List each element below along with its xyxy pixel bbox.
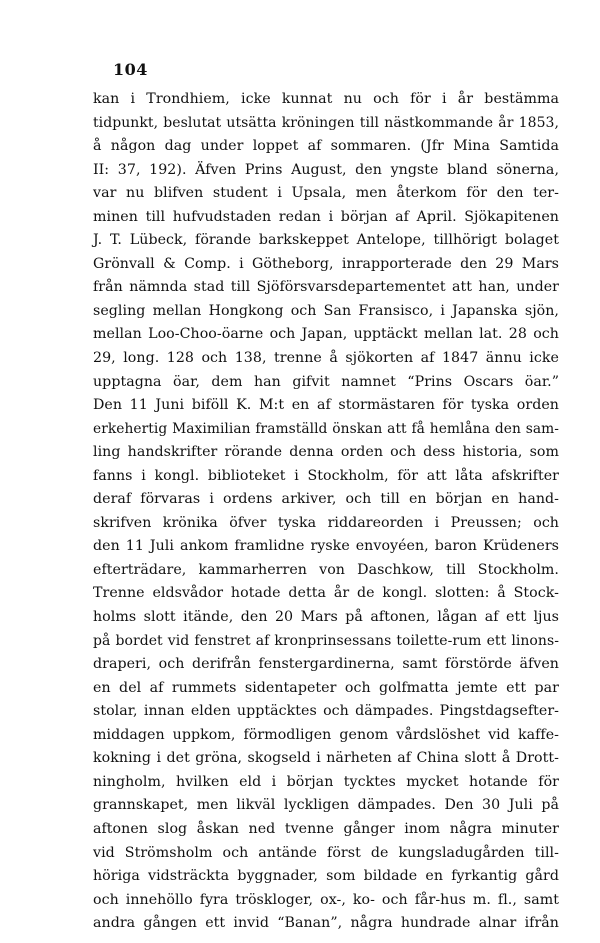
text-line: 29, long. 128 och 138, trenne å sjökorten af 1847 ännu icke (93, 350, 559, 367)
text-line: deraf förvaras i ordens arkiver, och till en början en hand- (93, 491, 559, 508)
text-line: kan i Trondhiem, icke kunnat nu och för i år bestämma (93, 91, 559, 107)
text-line: II: 37, 192). Äfven Prins August, den yngste bland sönerna, (93, 161, 559, 178)
body-text (93, 88, 559, 936)
text-line: stolar, innan elden upptäcktes och dämpades. Pingstdagsefter- (93, 703, 559, 720)
text-line: vid Strömsholm och antände först de kungsladugården till- (93, 844, 559, 861)
text-line: segling mellan Hongkong och San Fransisco, i Japanska sjön, (93, 302, 559, 319)
text-line: skrifven krönika öfver tyska riddareorden i Preussen; och (93, 514, 559, 531)
text-line: minen till hufvudstaden redan i början af April. Sjökapitenen (93, 208, 559, 225)
text-line: andra gången ett invid “Banan”, några hundrade alnar ifrån (93, 915, 559, 932)
text-line: draperi, och derifrån fenstergardinerna, samt förstörde äfven (93, 656, 559, 673)
text-line: var nu blifven student i Upsala, men återkom för den ter- (93, 185, 559, 202)
text-line: Den 11 Juni biföll K. M:t en af stormästaren för tyska orden (93, 397, 559, 414)
text-line: holms slott itände, den 20 Mars på aftonen, lågan af ett ljus (93, 609, 559, 626)
text-line: middagen uppkom, förmodligen genom vårdslöshet vid kaffe- (93, 726, 559, 743)
text-line: J. T. Lübeck, förande barkskeppet Antelope, tillhörigt bolaget (93, 232, 559, 249)
text-line: tidpunkt, beslutat utsätta kröningen till nästkommande år 1853, (93, 114, 559, 131)
text-line: erkehertig Maximilian framställd önskan att få hemlåna den sam- (93, 420, 559, 437)
text-line: å någon dag under loppet af sommaren. (Jfr Mina Samtida (93, 138, 559, 155)
text-line: från nämnda stad till Sjöförsvarsdepartementet att han, under (93, 279, 559, 296)
text-line: kokning i det gröna, skogseld i närheten af China slott å Drott- (93, 750, 559, 767)
text-line: upptagna öar, dem han gifvit namnet “Prins Oscars öar.” (93, 373, 559, 390)
text-line: mellan Loo-Choo-öarne och Japan, upptäckt mellan lat. 28 och (93, 326, 559, 343)
text-line: på bordet vid fenstret af kronprinsessans toilette-rum ett linons- (93, 632, 559, 649)
text-line: en del af rummets sidentapeter och golfmatta jemte ett par (93, 679, 559, 696)
text-line: ling handskrifter rörande denna orden och dess historia, som (93, 444, 559, 461)
text-line: den 11 Juli ankom framlidne ryske envoyéen, baron Krüdeners (93, 538, 559, 555)
text-line: Grönvall & Comp. i Götheborg, inrapporterade den 29 Mars (93, 255, 559, 272)
text-line: och innehöllo fyra tröskloger, ox-, ko- och får-hus m. fl., samt (93, 891, 559, 908)
text-line: efterträdare, kammarherren von Daschkow, till Stockholm. (93, 561, 559, 578)
text-line: grannskapet, men likväl lyckligen dämpades. Den 30 Juli på (93, 797, 559, 814)
text-line: ningholm, hvilken eld i början tycktes mycket hotande för (93, 773, 559, 790)
text-line: aftonen slog åskan ned tvenne gånger inom några minuter (93, 820, 559, 837)
text-line: höriga vidsträckta byggnader, som bildade en fyrkantig gård (93, 868, 559, 885)
text-line: fanns i kongl. biblioteket i Stockholm, för att låta afskrifter (93, 467, 559, 484)
page-number: 104 (113, 60, 148, 79)
text-line: Trenne eldsvådor hotade detta år de kongl. slotten: å Stock- (93, 585, 559, 602)
